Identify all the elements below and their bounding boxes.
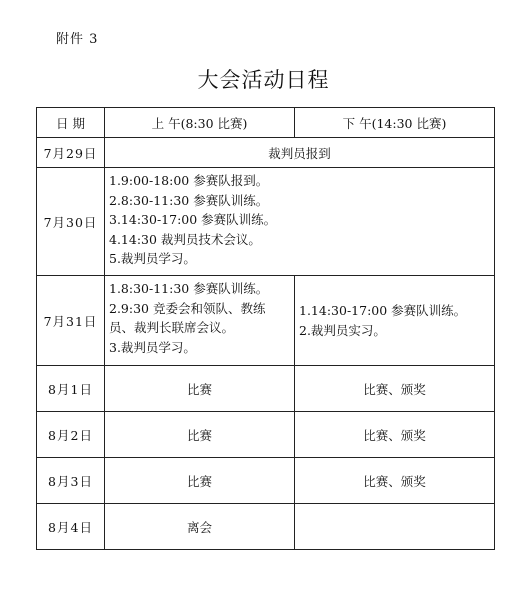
date-cell: 8月4日	[37, 504, 105, 550]
morning-cell: 比赛	[105, 458, 295, 504]
morning-cell: 离会	[105, 504, 295, 550]
list-item: 1.14:30-17:00 参赛队训练。	[299, 303, 467, 318]
date-cell: 8月1日	[37, 366, 105, 412]
header-date: 日 期	[37, 108, 105, 138]
list-item: 1.8:30-11:30 参赛队训练。	[109, 281, 269, 296]
afternoon-cell: 比赛、颁奖	[295, 366, 495, 412]
afternoon-cell: 比赛、颁奖	[295, 458, 495, 504]
header-morning: 上 午(8:30 比赛)	[105, 108, 295, 138]
morning-cell: 比赛	[105, 366, 295, 412]
date-cell: 7月31日	[37, 276, 105, 366]
table-row	[37, 168, 495, 276]
table-row	[37, 366, 495, 412]
list-item: 1.9:00-18:00 参赛队报到。	[109, 173, 269, 188]
date-cell: 7月29日	[37, 138, 105, 168]
table-row	[37, 458, 495, 504]
schedule-table	[36, 107, 495, 550]
afternoon-cell	[295, 504, 495, 550]
list-item: 2.裁判员实习。	[299, 322, 386, 338]
list-item: 3.14:30-17:00 参赛队训练。	[109, 212, 277, 227]
date-cell: 8月3日	[37, 458, 105, 504]
table-row	[37, 412, 495, 458]
table-row	[37, 276, 495, 366]
list-item: 3.裁判员学习。	[109, 339, 196, 355]
attachment-label: 附件 3	[56, 32, 99, 47]
table-header-row	[37, 108, 495, 138]
date-cell: 7月30日	[37, 168, 105, 276]
table-row	[37, 504, 495, 550]
list-item: 2.8:30-11:30 参赛队训练。	[109, 192, 269, 208]
document-title: 大会活动日程	[197, 68, 330, 92]
morning-cell: 比赛	[105, 412, 295, 458]
all-day-cell: 裁判员报到	[105, 138, 495, 168]
afternoon-list-cell	[295, 276, 495, 366]
list-item: 5.裁判员学习。	[109, 251, 196, 266]
table-row	[37, 138, 495, 168]
all-day-list-cell	[105, 168, 495, 276]
header-afternoon: 下 午(14:30 比赛)	[295, 108, 495, 138]
morning-list-cell	[105, 276, 295, 366]
list-item: 4.14:30 裁判员技术会议。	[109, 231, 261, 247]
list-item: 2.9:30 竞委会和领队、教练员、裁判长联席会议。	[109, 300, 266, 335]
date-cell: 8月2日	[37, 412, 105, 458]
afternoon-cell: 比赛、颁奖	[295, 412, 495, 458]
